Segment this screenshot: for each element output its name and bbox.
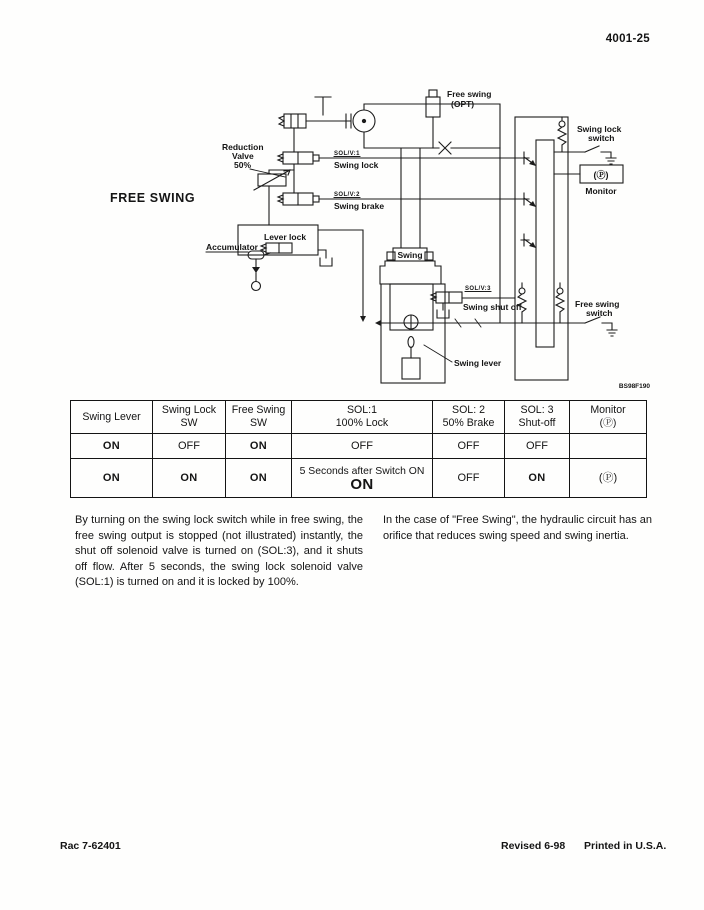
- table-header-row: [71, 401, 647, 434]
- swing-lock-valve-symbol: [278, 128, 529, 164]
- cell-sol1: 5 Seconds after Switch ON ON: [292, 459, 433, 498]
- swing-motor-symbol: [380, 148, 445, 383]
- free-swing-opt-valve-symbol: [426, 90, 451, 154]
- reduction-label3: 50%: [234, 160, 252, 170]
- cell-swing-lever: ON: [71, 459, 153, 498]
- free-swing-switch-label: Free swing: [575, 299, 620, 309]
- cell-free-swing-sw: ON: [226, 434, 292, 459]
- swing-lever-label: Swing lever: [454, 358, 502, 368]
- header-sol1: SOL:1 100% Lock: [292, 401, 433, 434]
- reduction-valve-symbol: [250, 164, 294, 225]
- header-sol2: SOL: 2 50% Brake: [433, 401, 505, 434]
- swing-lock-label: Swing lock: [334, 160, 379, 170]
- solenoid-state-table: [70, 400, 647, 498]
- monitor-symbol: [554, 165, 623, 183]
- free-swing-hydraulic-diagram: [0, 0, 704, 400]
- swing-brake-label: Swing brake: [334, 201, 385, 211]
- monitor-label: Monitor: [585, 186, 617, 196]
- monitor-p-icon: (Ⓟ): [599, 418, 617, 429]
- swing-motor-label: Swing: [397, 250, 423, 260]
- solv3-label: SOL/V:3: [465, 286, 491, 292]
- cell-free-swing-sw: ON: [226, 459, 292, 498]
- table-row: [71, 459, 647, 498]
- body-text: [75, 513, 652, 591]
- cell-sol3: ON: [505, 459, 570, 498]
- header-sol3: SOL: 3 Shut-off: [505, 401, 570, 434]
- cell-swing-lock-sw: OFF: [153, 434, 226, 459]
- page-number: 4001-25: [605, 33, 650, 45]
- accumulator-label: Accumulator: [206, 242, 258, 252]
- free-swing-opt-label: Free swing: [447, 89, 492, 99]
- lever-lock-label: Lever lock: [264, 232, 307, 242]
- cell-sol2: OFF: [433, 434, 505, 459]
- footer-revision: Revised 6-98: [501, 840, 566, 852]
- cell-sol2: OFF: [433, 459, 505, 498]
- cell-monitor: [570, 434, 647, 459]
- header-free-swing-sw: Free Swing SW: [226, 401, 292, 434]
- free-swing-opt-label2: (OPT): [451, 99, 475, 109]
- diagram-title: FREE SWING: [110, 191, 196, 205]
- monitor-p-icon: (Ⓟ): [593, 170, 609, 180]
- solv2-label: SOL/V:2: [334, 192, 360, 198]
- footer-printed: Printed in U.S.A.: [584, 840, 667, 852]
- cell-sol1: OFF: [292, 434, 433, 459]
- solv1-label: SOL/V:1: [334, 151, 360, 157]
- controller-box: [500, 117, 616, 380]
- reduction-label1: Reduction: [222, 142, 264, 152]
- footer-form-number: Rac 7-62401: [60, 840, 121, 852]
- cell-swing-lock-sw: ON: [153, 459, 226, 498]
- paragraph-left: By turning on the swing lock switch while in free swing, the free swing output is stopped (not illustrated) instantly, the shut off solenoid valve is turned on (SOL:3), and it shuts off flow. After 5 seconds, the swing lock solenoid valve (SOL:1) is turned on and it is locked by 100%.: [75, 514, 363, 589]
- swing-lock-switch-label2: switch: [588, 133, 615, 143]
- header-swing-lock-sw: Swing Lock SW: [153, 401, 226, 434]
- reduction-label2: Valve: [232, 151, 254, 161]
- cell-monitor: (Ⓟ): [570, 459, 647, 498]
- accumulator-symbol: [206, 251, 270, 291]
- cell-sol3: OFF: [505, 434, 570, 459]
- swing-brake-valve-symbol: [278, 170, 529, 205]
- header-swing-lever: Swing Lever: [71, 401, 153, 434]
- free-swing-switch-label2: switch: [586, 308, 613, 318]
- header-monitor: Monitor (Ⓟ): [570, 401, 647, 434]
- swing-shut-off-label: Swing shut off: [463, 302, 522, 312]
- swing-lock-switch-label: Swing lock: [577, 124, 622, 134]
- cell-swing-lever: ON: [71, 434, 153, 459]
- figure-code: BS98F190: [618, 383, 650, 390]
- paragraph-right: In the case of "Free Swing", the hydraulic circuit has an orifice that reduces swing speed and swing inertia.: [383, 514, 652, 542]
- table-row: [71, 434, 647, 459]
